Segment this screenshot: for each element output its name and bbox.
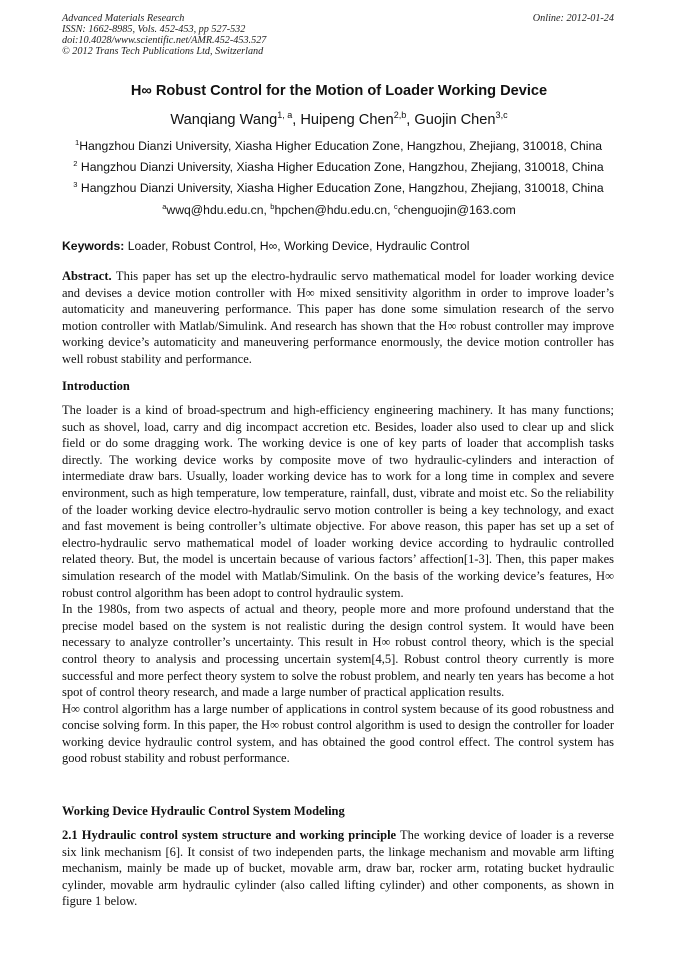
journal-name: Advanced Materials Research (62, 13, 185, 24)
modeling-body (62, 827, 614, 910)
author-sup: 2,b (393, 110, 407, 121)
author-list: Wanqiang Wang$^{1, a}$, Huipeng Chen$^{2,b}$, Guojin Chen$^{3,c}$ (170, 110, 508, 128)
keywords-label: Keywords: (62, 239, 125, 253)
paragraph: In the 1980s, from two aspects of actual and theory, people more and more profound understand that the precise model based on the system is not realistic during the design control system. It would have been necessary to analyze controller’s uncertainty. This result in H∞ robust control theory, which is the special control theory to analysis and processing uncertain system[4,5]. Robust control theory currently is more successful and more perfect theory system to solve the robust problem, and nearly ten years has become a hot spot of control theory research, and made a large number of practical application results. (62, 602, 614, 700)
paragraph: The loader is a kind of broad-spectrum and high-efficiency engineering machinery. It has many functions; such as shovel, load, carry and dig incompact accretion etc. Besides, loader also used to clear up and slick field or do some dragging work. The working device is one of key parts of loader that accomplish tasks directly. The working device works by composite move of two hydraulic-cylinders and interaction of intermediate draw bars. Usually, loader working device has to work for a long time in complex and severe environment, such as high temperature, low temperature, rainfall, dust, vibrate and moist etc. So the reliability of the loader working device electro-hydraulic servo motion controller is being a key technology, and exact and fast movement is being controller’s ultimate objective. For above reason, this paper has set up a set of electro-hydraulic servo mathematical model of loader working device according to hydraulic controlled related theory. But, the model is uncertain because of various factors’ affection[1-3]. Then, this paper makes simulation research of the model with Matlab/Simulink. On the basis of the working device’s features, H∞ robust control algorithm has been adopt to control hydraulic system. (62, 403, 614, 600)
affiliation-text: Hangzhou Dianzi University, Xiasha Higher Education Zone, Hangzhou, Zhejiang, 310018, China (79, 139, 602, 153)
abstract-text: This paper has set up the electro-hydraulic servo mathematical model for loader working device and devises a device motion controller with H∞ mixed sensitivity algorithm in order to improve loader’s automaticity and maneuvering performance. This paper has done some simulation research of the servo motion controller with Matlab/Simulink. And research has shown that the H∞ robust controller may improve working device’s automaticity and maneuvering performance enormously, the device motion controller has well robust stability and performance. (62, 269, 614, 366)
email-sup: a (162, 201, 167, 211)
affiliation-sup: 3 (73, 179, 78, 189)
keywords-text: Loader, Robust Control, H∞, Working Device, Hydraulic Control (124, 239, 470, 253)
affiliation (62, 160, 615, 174)
journal-header (62, 13, 266, 57)
author-sup: 1, a (277, 110, 293, 121)
email-text: wwq@hdu.edu.cn, (166, 203, 271, 217)
affiliation-sup: 1 (75, 137, 80, 147)
author-emails (0, 203, 678, 217)
paper-title: H∞ Robust Control for the Motion of Loader Working Device (130, 83, 548, 99)
author-sup: 3,c (495, 110, 508, 121)
abstract (62, 268, 614, 368)
email-sup: c (393, 201, 398, 211)
email-text: hpchen@hdu.edu.cn, (274, 203, 394, 217)
paragraph: The working device of loader is a reverse six link mechanism [6]. It consist of two independen parts, the linkage mechanism and movable arm lifting mechanism, mainly be made up of bucket, movable arm, draw bar, rocker arm, rotating bucket hydraulic cylinder, movable arm hydraulic cylinder (also called lifting cylinder) and other components, as shown in figure 1 below. (62, 828, 614, 909)
paragraph: H∞ control algorithm has a large number of applications in control system because of its good robustness and concise solving form. In this paper, the H∞ robust control algorithm is used to design the controller for loader working device hydraulic control system, and has obtained the good control effect. The control system has good robust stability and robust performance. (62, 701, 614, 766)
author-name: Huipeng Chen (300, 112, 394, 128)
doi-line: doi:10.4028/www.scientific.net/AMR.452-453.527 (62, 35, 267, 46)
issn-line: ISSN: 1662-8985, Vols. 452-453, pp 527-532 (62, 24, 246, 35)
affiliation (62, 181, 615, 195)
abstract-label: Abstract. (62, 269, 112, 283)
keywords (62, 239, 469, 253)
online-date: Online: 2012-01-24 (532, 13, 614, 24)
author-name: Wanqiang Wang (170, 112, 278, 128)
introduction-body (62, 402, 614, 767)
section-heading-introduction: Introduction (62, 379, 130, 393)
email-text: chenguojin@163.com (397, 203, 516, 217)
author-name: Guojin Chen (414, 112, 496, 128)
affiliation-sup: 2 (73, 158, 78, 168)
affiliation-text: Hangzhou Dianzi University, Xiasha Higher Education Zone, Hangzhou, Zhejiang, 310018, China (80, 181, 604, 195)
affiliation-text: Hangzhou Dianzi University, Xiasha Higher Education Zone, Hangzhou, Zhejiang, 310018, China (80, 160, 604, 174)
copyright-line: © 2012 Trans Tech Publications Ltd, Switzerland (62, 46, 264, 57)
section-heading-modeling: Working Device Hydraulic Control System Modeling (62, 804, 345, 818)
email-sup: b (270, 201, 275, 211)
subsection-heading: 2.1 Hydraulic control system structure and working principle (62, 828, 397, 842)
affiliation (62, 139, 615, 153)
